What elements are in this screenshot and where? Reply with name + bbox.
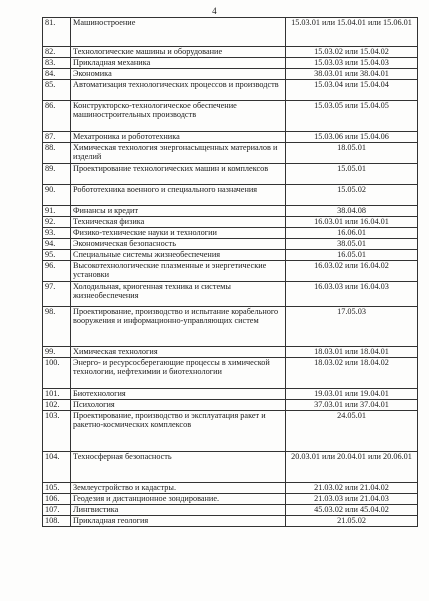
row-number: 91. xyxy=(43,206,71,217)
table-row xyxy=(43,206,418,217)
specialty-name: Проектирование, производство и эксплуатация ракет и ракетно-космических комплексов xyxy=(71,411,286,452)
specialty-code: 38.05.01 xyxy=(286,239,418,250)
specialties-table xyxy=(42,17,418,527)
specialty-name: Проектирование, производство и испытание корабельного вооружения и информационно-управляющих систем xyxy=(71,307,286,347)
table-row xyxy=(43,250,418,261)
page-number: 4 xyxy=(212,6,217,16)
row-number: 103. xyxy=(43,411,71,452)
specialty-code: 19.03.01 или 19.04.01 xyxy=(286,389,418,400)
row-number: 104. xyxy=(43,452,71,483)
specialty-code: 15.05.02 xyxy=(286,185,418,206)
specialties-table-body xyxy=(43,18,418,527)
specialty-name: Проектирование технологических машин и комплексов xyxy=(71,164,286,185)
specialty-name: Высокотехнологические плазменные и энергетические установки xyxy=(71,261,286,282)
specialty-code: 37.03.01 или 37.04.01 xyxy=(286,400,418,411)
specialty-name: Геодезия и дистанционное зондирование. xyxy=(71,494,286,505)
table-row xyxy=(43,132,418,143)
specialty-code: 17.05.03 xyxy=(286,307,418,347)
specialty-code: 38.03.01 или 38.04.01 xyxy=(286,69,418,80)
specialty-name: Финансы и кредит xyxy=(71,206,286,217)
table-row xyxy=(43,261,418,282)
specialty-name: Биотехнология xyxy=(71,389,286,400)
specialty-code: 16.03.03 или 16.04.03 xyxy=(286,282,418,307)
specialty-name: Мехатроника и робототехника xyxy=(71,132,286,143)
specialty-code: 15.05.01 xyxy=(286,164,418,185)
specialty-code: 16.05.01 xyxy=(286,250,418,261)
table-row xyxy=(43,47,418,58)
table-row xyxy=(43,185,418,206)
table-row xyxy=(43,58,418,69)
specialty-code: 38.04.08 xyxy=(286,206,418,217)
specialty-code: 18.03.02 или 18.04.02 xyxy=(286,358,418,389)
row-number: 107. xyxy=(43,505,71,516)
table-row xyxy=(43,239,418,250)
specialty-code: 20.03.01 или 20.04.01 или 20.06.01 xyxy=(286,452,418,483)
row-number: 85. xyxy=(43,80,71,101)
table-row xyxy=(43,164,418,185)
row-number: 97. xyxy=(43,282,71,307)
specialty-name: Технологические машины и оборудование xyxy=(71,47,286,58)
specialty-name: Лингвистика xyxy=(71,505,286,516)
specialty-name: Специальные системы жизнеобеспечения xyxy=(71,250,286,261)
row-number: 81. xyxy=(43,18,71,47)
row-number: 100. xyxy=(43,358,71,389)
row-number: 84. xyxy=(43,69,71,80)
specialty-name: Физико-технические науки и технологии xyxy=(71,228,286,239)
row-number: 92. xyxy=(43,217,71,228)
row-number: 94. xyxy=(43,239,71,250)
table-row xyxy=(43,282,418,307)
row-number: 105. xyxy=(43,483,71,494)
table-row xyxy=(43,101,418,132)
row-number: 95. xyxy=(43,250,71,261)
specialty-code: 15.03.02 или 15.04.02 xyxy=(286,47,418,58)
table-row xyxy=(43,389,418,400)
table-row xyxy=(43,307,418,347)
specialty-code: 16.03.01 или 16.04.01 xyxy=(286,217,418,228)
specialty-name: Машиностроение xyxy=(71,18,286,47)
row-number: 90. xyxy=(43,185,71,206)
row-number: 86. xyxy=(43,101,71,132)
specialty-name: Холодильная, криогенная техника и системы жизнеобеспечения xyxy=(71,282,286,307)
table-row xyxy=(43,400,418,411)
specialty-code: 18.05.01 xyxy=(286,143,418,164)
specialty-code: 18.03.01 или 18.04.01 xyxy=(286,347,418,358)
row-number: 83. xyxy=(43,58,71,69)
row-number: 106. xyxy=(43,494,71,505)
table-row xyxy=(43,80,418,101)
table-row xyxy=(43,228,418,239)
row-number: 99. xyxy=(43,347,71,358)
row-number: 108. xyxy=(43,516,71,527)
row-number: 96. xyxy=(43,261,71,282)
row-number: 93. xyxy=(43,228,71,239)
specialty-name: Робототехника военного и специального назначения xyxy=(71,185,286,206)
specialty-code: 15.03.03 или 15.04.03 xyxy=(286,58,418,69)
row-number: 88. xyxy=(43,143,71,164)
row-number: 82. xyxy=(43,47,71,58)
table-row xyxy=(43,411,418,452)
table-row xyxy=(43,143,418,164)
specialty-name: Психология xyxy=(71,400,286,411)
table-row xyxy=(43,494,418,505)
specialty-code: 21.05.02 xyxy=(286,516,418,527)
specialty-code: 45.03.02 или 45.04.02 xyxy=(286,505,418,516)
table-row xyxy=(43,516,418,527)
specialty-name: Техносферная безопасность xyxy=(71,452,286,483)
row-number: 98. xyxy=(43,307,71,347)
table-row xyxy=(43,483,418,494)
specialty-name: Прикладная геология xyxy=(71,516,286,527)
specialty-name: Землеустройство и кадастры. xyxy=(71,483,286,494)
specialty-name: Экономика xyxy=(71,69,286,80)
row-number: 89. xyxy=(43,164,71,185)
specialty-code: 21.03.02 или 21.04.02 xyxy=(286,483,418,494)
specialty-name: Автоматизация технологических процессов и производств xyxy=(71,80,286,101)
specialty-code: 21.03.03 или 21.04.03 xyxy=(286,494,418,505)
specialty-code: 16.03.02 или 16.04.02 xyxy=(286,261,418,282)
row-number: 101. xyxy=(43,389,71,400)
table-row xyxy=(43,69,418,80)
table-row xyxy=(43,452,418,483)
table-row xyxy=(43,358,418,389)
specialty-name: Прикладная механика xyxy=(71,58,286,69)
specialty-name: Химическая технология энергонасыщенных материалов и изделий xyxy=(71,143,286,164)
specialty-name: Энерго- и ресурсосберегающие процессы в химической технологии, нефтехимии и биотехнологии xyxy=(71,358,286,389)
table-row xyxy=(43,347,418,358)
specialty-code: 24.05.01 xyxy=(286,411,418,452)
specialty-code: 16.06.01 xyxy=(286,228,418,239)
specialty-code: 15.03.04 или 15.04.04 xyxy=(286,80,418,101)
row-number: 102. xyxy=(43,400,71,411)
specialty-code: 15.03.05 или 15.04.05 xyxy=(286,101,418,132)
specialty-name: Техническая физика xyxy=(71,217,286,228)
table-row xyxy=(43,505,418,516)
specialty-code: 15.03.01 или 15.04.01 или 15.06.01 xyxy=(286,18,418,47)
specialty-name: Химическая технология xyxy=(71,347,286,358)
table-row xyxy=(43,217,418,228)
table-row xyxy=(43,18,418,47)
specialty-name: Конструкторско-технологическое обеспечение машиностроительных производств xyxy=(71,101,286,132)
row-number: 87. xyxy=(43,132,71,143)
specialty-name: Экономическая безопасность xyxy=(71,239,286,250)
specialty-code: 15.03.06 или 15.04.06 xyxy=(286,132,418,143)
